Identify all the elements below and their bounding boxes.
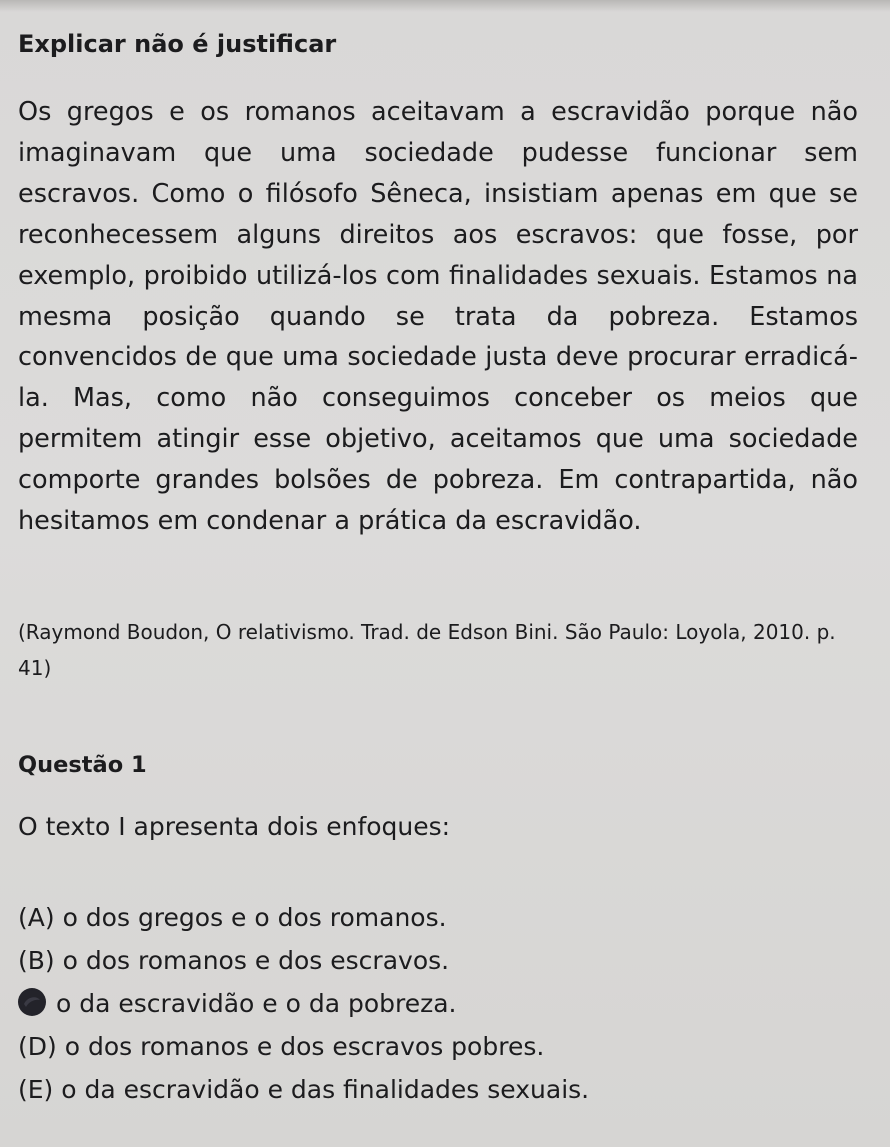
option-e[interactable] — [18, 1068, 589, 1111]
option-letter: (A) — [18, 903, 55, 932]
document-title: Explicar não é justificar — [18, 30, 337, 58]
option-a[interactable] — [18, 896, 589, 939]
question-prompt: O texto I apresenta dois enfoques: — [18, 812, 451, 841]
filled-answer-mark-icon — [18, 988, 46, 1016]
option-letter: (D) — [18, 1032, 57, 1061]
citation: (Raymond Boudon, O relativismo. Trad. de Edson Bini. São Paulo: Loyola, 2010. p. 41) — [18, 620, 836, 680]
option-text: o da escravidão e o da pobreza. — [55, 989, 457, 1018]
option-letter: (E) — [18, 1075, 54, 1104]
question-title: Questão 1 — [18, 752, 147, 778]
option-d[interactable] — [18, 1025, 589, 1068]
passage-text: Os gregos e os romanos aceitavam a escravidão porque não imaginavam que uma sociedade pudesse funcionar sem escravos. Como o filósofo Sêneca, insistiam apenas em que se reconhecessem alguns direitos aos escravos: que fosse, por exemplo, proibido utilizá-los com finalidades sexuais. Estamos na mesma posição quando se trata da pobreza. Estamos convencidos de que uma sociedade justa deve procurar erradicá-la. Mas, como não conseguimos conceber os meios que permitem atingir esse objetivo, aceitamos que uma sociedade comporte grandes bolsões de pobreza. Em contrapartida, não hesitamos em condenar a prática da escravidão. — [18, 97, 858, 537]
option-b[interactable] — [18, 939, 589, 982]
option-text: o da escravidão e das finalidades sexuais. — [61, 1075, 590, 1104]
option-text: o dos romanos e dos escravos. — [62, 946, 450, 975]
answer-options — [18, 896, 589, 1111]
page-shadow — [0, 0, 890, 12]
option-text: o dos gregos e o dos romanos. — [62, 903, 447, 932]
option-text: o dos romanos e dos escravos pobres. — [64, 1032, 545, 1061]
option-letter: (B) — [18, 946, 55, 975]
option-c[interactable] — [18, 982, 589, 1025]
